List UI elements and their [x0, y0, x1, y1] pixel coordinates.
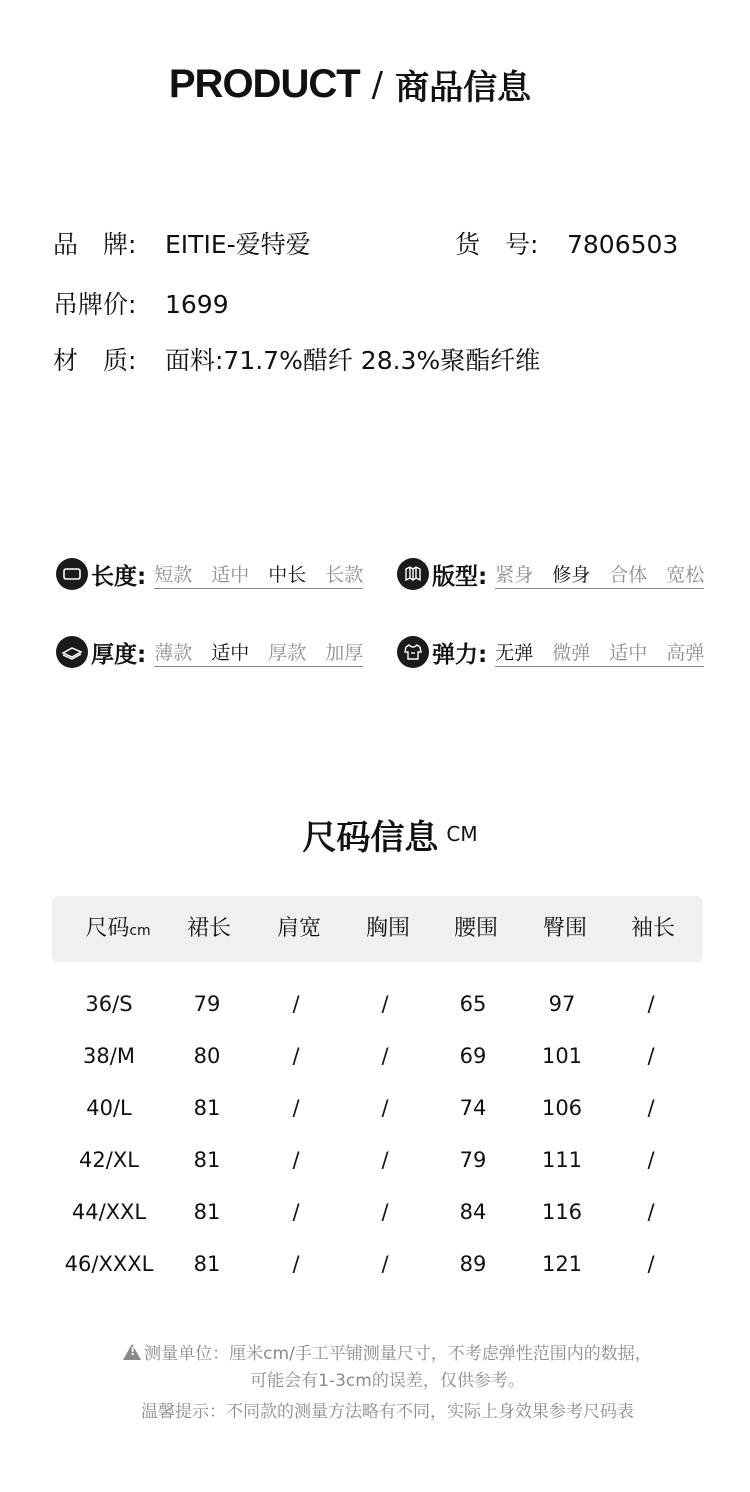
sku-value: 7806503 [567, 230, 679, 259]
brand-value: EITIE-爱特爱 [165, 230, 311, 259]
table-row [0, 1244, 750, 1284]
table-cell: 40/L [86, 1096, 132, 1120]
table-row [0, 1192, 750, 1232]
page-title [0, 60, 700, 109]
table-cell: 84 [459, 1200, 487, 1224]
title-separator: / [371, 64, 384, 105]
table-cell: 116 [541, 1200, 583, 1224]
table-cell: 81 [193, 1252, 221, 1276]
table-cell: 89 [459, 1252, 487, 1276]
table-cell: / [381, 1148, 389, 1172]
table-cell: / [292, 1252, 300, 1276]
attr-option: 适中 [211, 563, 250, 586]
table-cell: / [381, 992, 389, 1016]
attr-option: 厚款 [268, 641, 307, 664]
table-row [0, 1088, 750, 1128]
fit-icon [397, 558, 429, 590]
table-cell: 42/XL [79, 1148, 139, 1172]
table-cell: / [292, 1200, 300, 1224]
table-cell: / [381, 1044, 389, 1068]
table-cell: 81 [193, 1096, 221, 1120]
attr-option-selected: 无弹 [495, 641, 534, 664]
size-title-text: 尺码信息 [302, 818, 439, 858]
table-cell: / [647, 1200, 655, 1224]
table-cell: 36/S [85, 992, 133, 1016]
size-chart-title [0, 810, 750, 859]
table-cell: 69 [459, 1044, 487, 1068]
header-cell-size [85, 896, 150, 962]
attr-option: 紧身 [495, 563, 534, 586]
attr-option: 薄款 [154, 641, 193, 664]
attr-options [495, 560, 704, 589]
table-cell: / [292, 1148, 300, 1172]
table-row [0, 984, 750, 1024]
note-line-3: 温馨提示：不同款的测量方法略有不同，实际上身效果参考尺码表 [141, 1402, 634, 1422]
table-cell: 79 [193, 992, 221, 1016]
table-cell: / [647, 1096, 655, 1120]
table-row [0, 1036, 750, 1076]
attr-option: 长款 [325, 563, 364, 586]
attr-option: 适中 [609, 641, 648, 664]
table-cell: 121 [541, 1252, 583, 1276]
size-title-unit: CM [446, 822, 478, 846]
elasticity-icon [397, 636, 429, 668]
header-cell: 肩宽 [276, 916, 322, 941]
measurement-note-2 [0, 1366, 750, 1391]
attr-option-selected: 适中 [211, 641, 250, 664]
header-size-unit: cm [129, 923, 151, 939]
table-cell: 101 [541, 1044, 583, 1068]
table-cell: 79 [459, 1148, 487, 1172]
table-cell: / [292, 992, 300, 1016]
price-value: 1699 [165, 290, 229, 319]
attr-fit [397, 557, 704, 591]
table-cell: 111 [541, 1148, 583, 1172]
table-cell: 81 [193, 1148, 221, 1172]
table-row [0, 1140, 750, 1180]
header-cell: 臀围 [542, 916, 588, 941]
table-cell: / [381, 1200, 389, 1224]
table-cell: / [292, 1044, 300, 1068]
table-cell: 97 [548, 992, 576, 1016]
table-cell: / [381, 1252, 389, 1276]
brand-label: 品 牌: [53, 230, 137, 259]
table-cell: / [292, 1096, 300, 1120]
size-table-body [0, 984, 750, 1296]
header-cell: 胸围 [365, 916, 411, 941]
attr-option-selected: 中长 [268, 563, 307, 586]
attr-option-selected: 修身 [552, 563, 591, 586]
note-line-1: 测量单位：厘米cm/手工平铺测量尺寸，不考虑弹性范围内的数据， [144, 1344, 652, 1364]
sku-label: 货 号: [455, 230, 539, 259]
measurement-note [0, 1339, 750, 1364]
table-cell: 74 [459, 1096, 487, 1120]
length-icon [56, 558, 88, 590]
header-cell: 裙长 [186, 916, 232, 941]
table-cell: / [647, 1044, 655, 1068]
attr-name: 长度: [91, 563, 147, 590]
table-cell: 44/XXL [71, 1200, 147, 1224]
attr-options [154, 638, 363, 667]
material-row [53, 346, 540, 376]
attr-option: 微弹 [552, 641, 591, 664]
attr-name: 厚度: [91, 641, 147, 668]
table-cell: 46/XXXL [64, 1252, 154, 1276]
brand-row [53, 230, 311, 260]
table-cell: 65 [459, 992, 487, 1016]
material-label: 材 质: [53, 346, 137, 375]
title-english: PRODUCT [168, 62, 360, 106]
material-value: 面料:71.7%醋纤 28.3%聚酯纤维 [165, 346, 541, 375]
attr-option: 合体 [609, 563, 648, 586]
attr-thickness [56, 635, 363, 669]
attr-length [56, 557, 363, 591]
note-line-2: 可能会有1-3cm的误差，仅供参考。 [250, 1371, 525, 1391]
size-header-row [0, 896, 750, 962]
attr-option: 高弹 [666, 641, 705, 664]
table-cell: 81 [193, 1200, 221, 1224]
table-cell: 106 [541, 1096, 583, 1120]
attr-option: 加厚 [325, 641, 364, 664]
thickness-icon [56, 636, 88, 668]
table-cell: 38/M [83, 1044, 135, 1068]
attr-option: 短款 [154, 563, 193, 586]
header-cell: 袖长 [630, 916, 676, 941]
price-label: 吊牌价: [53, 290, 137, 319]
table-cell: / [647, 1252, 655, 1276]
attr-options [495, 638, 704, 667]
table-cell: / [647, 1148, 655, 1172]
sku-row [455, 230, 678, 260]
header-cell: 腰围 [453, 916, 499, 941]
warning-icon [123, 1344, 141, 1360]
attr-options [154, 560, 363, 589]
attr-option: 宽松 [666, 563, 705, 586]
title-chinese: 商品信息 [395, 68, 532, 108]
attr-elasticity [397, 635, 704, 669]
tip-note [0, 1397, 750, 1422]
table-cell: / [647, 992, 655, 1016]
header-size-label: 尺码 [85, 916, 130, 941]
attr-name: 版型: [432, 563, 488, 590]
table-cell: / [381, 1096, 389, 1120]
attr-name: 弹力: [432, 641, 488, 668]
price-row [53, 290, 229, 320]
table-cell: 80 [193, 1044, 221, 1068]
